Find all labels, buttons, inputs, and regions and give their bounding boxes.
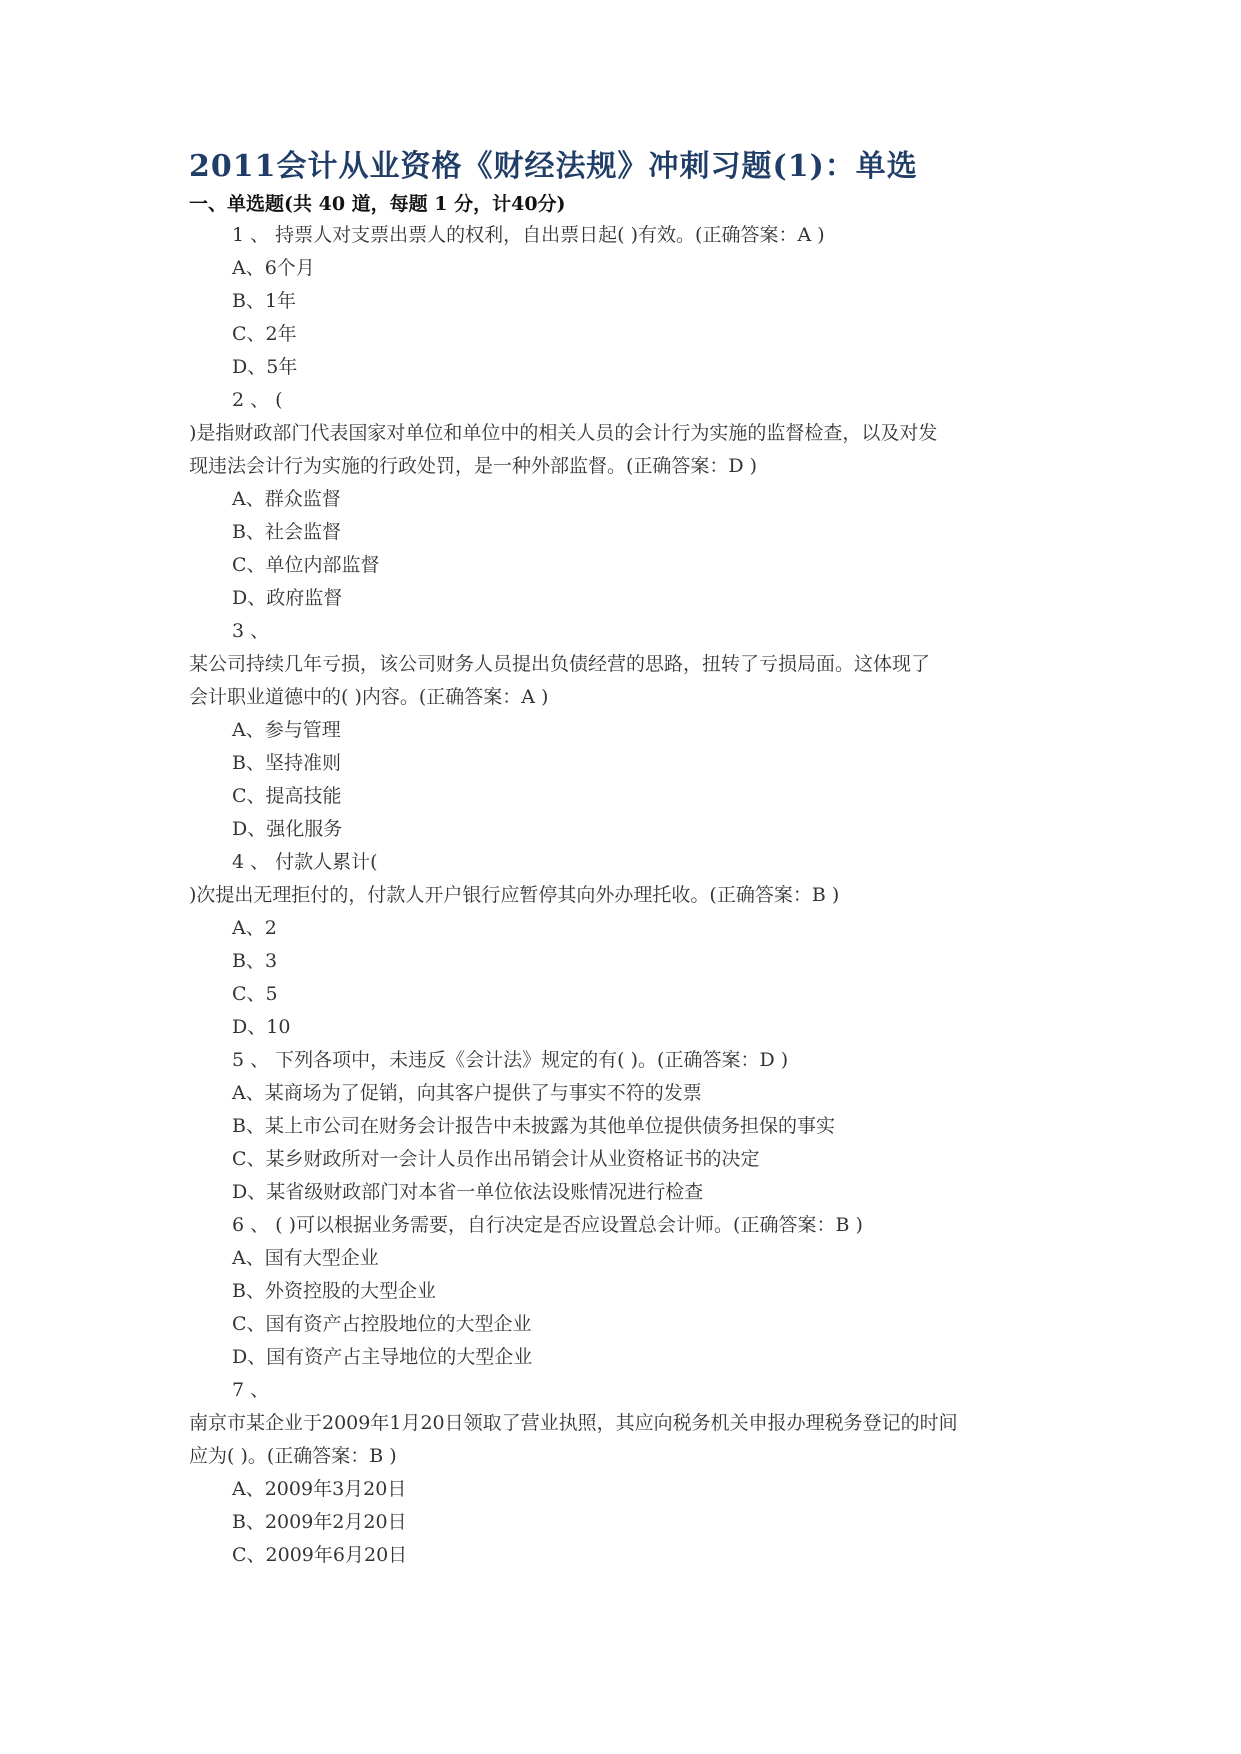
question-1-stem: 1 、 持票人对支票出票人的权利，自出票日起( )有效。(正确答案：A ) [232, 224, 825, 246]
question-3-stem: 3 、 [232, 620, 270, 642]
question-2-stem-line-2: )是指财政部门代表国家对单位和单位中的相关人员的会计行为实施的监督检查，以及对发 [189, 422, 938, 444]
question-6-option-a: A、国有大型企业 [232, 1247, 379, 1269]
document-title: 2011会计从业资格《财经法规》冲刺习题(1)：单选 [189, 149, 918, 184]
question-2-stem: 2 、 ( [232, 389, 283, 411]
question-5-option-c: C、某乡财政所对一会计人员作出吊销会计从业资格证书的决定 [232, 1148, 760, 1170]
question-3-stem-line-3: 会计职业道德中的( )内容。(正确答案：A ) [189, 686, 549, 708]
question-2-option-c: C、单位内部监督 [232, 554, 380, 576]
question-5-option-b: B、某上市公司在财务会计报告中未披露为其他单位提供债务担保的事实 [232, 1115, 835, 1137]
question-4-stem: 4 、 付款人累计( [232, 851, 378, 873]
question-5-option-a: A、某商场为了促销，向其客户提供了与事实不符的发票 [232, 1082, 702, 1104]
question-1-option-d: D、5年 [232, 356, 298, 378]
question-3-option-d: D、强化服务 [232, 818, 343, 840]
question-4-option-a: A、2 [232, 917, 277, 939]
question-3-stem-line-2: 某公司持续几年亏损，该公司财务人员提出负债经营的思路，扭转了亏损局面。这体现了 [189, 653, 931, 675]
question-2-stem-line-3: 现违法会计行为实施的行政处罚，是一种外部监督。(正确答案：D ) [189, 455, 758, 477]
question-6-option-b: B、外资控股的大型企业 [232, 1280, 436, 1302]
question-3-option-a: A、参与管理 [232, 719, 341, 741]
question-5-stem: 5 、 下列各项中，未违反《会计法》规定的有( )。(正确答案：D ) [232, 1049, 789, 1071]
question-2-option-a: A、群众监督 [232, 488, 341, 510]
question-7-stem-line-3: 应为( )。(正确答案：B ) [189, 1445, 397, 1467]
question-3-option-c: C、提高技能 [232, 785, 342, 807]
section-heading: 一、单选题(共 40 道，每题 1 分，计40分) [189, 193, 566, 215]
question-4-stem-line-2: )次提出无理拒付的，付款人开户银行应暂停其向外办理托收。(正确答案：B ) [189, 884, 840, 906]
question-7-option-c: C、2009年6月20日 [232, 1544, 408, 1566]
question-7-stem: 7 、 [232, 1379, 270, 1401]
question-7-stem-line-2: 南京市某企业于2009年1月20日领取了营业执照，其应向税务机关申报办理税务登记的时间 [189, 1412, 958, 1434]
question-1-option-a: A、6个月 [232, 257, 315, 279]
question-4-option-b: B、3 [232, 950, 278, 972]
question-6-stem: 6 、 ( )可以根据业务需要，自行决定是否应设置总会计师。(正确答案：B ) [232, 1214, 863, 1236]
question-1-option-b: B、1年 [232, 290, 297, 312]
question-7-option-b: B、2009年2月20日 [232, 1511, 407, 1533]
question-6-option-c: C、国有资产占控股地位的大型企业 [232, 1313, 532, 1335]
question-4-option-d: D、10 [232, 1016, 291, 1038]
question-1-option-c: C、2年 [232, 323, 297, 345]
question-2-option-b: B、社会监督 [232, 521, 341, 543]
question-2-option-d: D、政府监督 [232, 587, 343, 609]
question-4-option-c: C、5 [232, 983, 278, 1005]
question-7-option-a: A、2009年3月20日 [232, 1478, 407, 1500]
question-5-option-d: D、某省级财政部门对本省一单位依法设账情况进行检查 [232, 1181, 704, 1203]
question-6-option-d: D、国有资产占主导地位的大型企业 [232, 1346, 533, 1368]
question-3-option-b: B、坚持准则 [232, 752, 341, 774]
